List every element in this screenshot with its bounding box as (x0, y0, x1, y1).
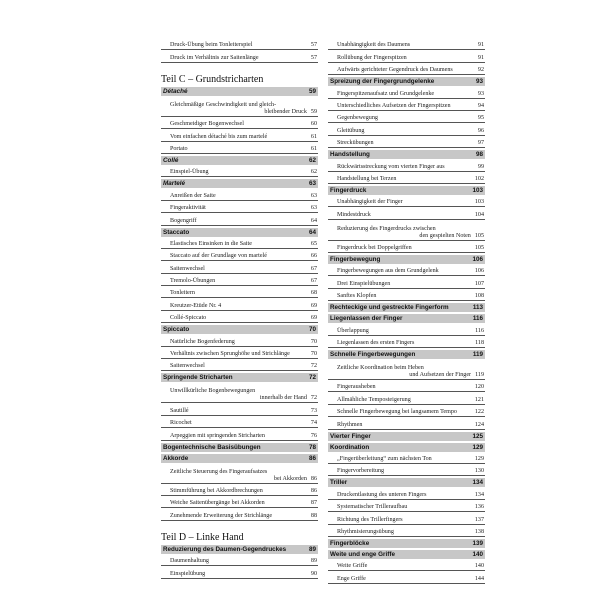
toc-entry[interactable] (161, 554, 318, 566)
page-number: 92 (477, 67, 484, 74)
page-number: 87 (310, 500, 317, 507)
page-number: 69 (310, 315, 317, 322)
section-title: Liegenlassen der Finger (330, 315, 403, 323)
entry-title (337, 365, 471, 379)
toc-entry[interactable] (161, 38, 318, 50)
toc-entry[interactable] (161, 261, 318, 273)
entry-title: Tremolo-Übungen (170, 278, 216, 285)
page-number: 134 (474, 491, 484, 498)
toc-entry[interactable] (161, 286, 318, 298)
toc-entry[interactable] (161, 463, 318, 484)
page-number: 62 (308, 156, 316, 164)
page-number: 91 (477, 54, 484, 61)
section-title: Vierter Finger (330, 432, 371, 440)
page-number: 86 (308, 454, 316, 462)
section-heading[interactable] (161, 325, 318, 334)
entry-title: Aufwärts gerichteter Gegendruck des Daumens (337, 67, 453, 74)
entry-title: Rhythmen (337, 421, 363, 428)
page-number: 67 (310, 265, 317, 272)
entry-title-line1: Zeitliche Steuerung des Fingeraufsatzes (170, 468, 268, 475)
page-number: 73 (310, 407, 317, 414)
entry-title: Fingerspitzenaufsatz und Grundgelenke (337, 90, 435, 97)
page-number: 103 (472, 186, 483, 194)
entry-title: Fingerdruck bei Doppelgriffen (337, 245, 412, 252)
page-number: 63 (310, 192, 317, 199)
toc-entry[interactable] (161, 382, 318, 403)
toc-entry[interactable] (328, 336, 485, 348)
page-number: 96 (477, 127, 484, 134)
entry-title: Daumenhaltung (170, 558, 209, 565)
page-number: 62 (310, 169, 317, 176)
page-number: 140 (472, 550, 483, 558)
entry-title: Mindestdruck (337, 211, 371, 218)
entry-title: Saitenwechsel (170, 363, 205, 370)
toc-entry[interactable] (328, 571, 485, 583)
entry-title: Fingerausheben (337, 384, 376, 391)
page-number: 129 (474, 455, 484, 462)
toc-entry[interactable] (328, 452, 485, 464)
page-number: 124 (474, 421, 484, 428)
page-number: 119 (475, 372, 484, 379)
page-number: 105 (474, 232, 484, 239)
toc-entry[interactable] (161, 416, 318, 428)
entry-title: Unabhängigkeit des Daumens (337, 42, 411, 49)
toc-entry[interactable] (328, 276, 485, 288)
section-heading[interactable] (328, 303, 485, 312)
page-number: 76 (310, 432, 317, 439)
section-heading[interactable] (328, 77, 485, 86)
entry-title: Geschmeidiger Bogenwechsel (170, 121, 244, 128)
section-heading[interactable] (328, 478, 485, 487)
toc-entry[interactable] (328, 241, 485, 253)
toc-entry[interactable] (161, 50, 318, 62)
toc-entry[interactable] (328, 50, 485, 62)
section-heading[interactable] (328, 186, 485, 195)
page-number: 121 (474, 396, 484, 403)
section-title: Akkorde (163, 454, 189, 462)
toc-entry[interactable] (328, 500, 485, 512)
entry-title-line2: bei Akkorden (273, 475, 307, 482)
page-number: 113 (472, 304, 483, 312)
entry-title: Portato (170, 145, 188, 152)
toc-entry[interactable] (328, 464, 485, 476)
entry-title: Druck im Verhältnis zur Saitenlänge (170, 54, 259, 61)
toc-entry[interactable] (328, 63, 485, 75)
toc-entry[interactable] (161, 249, 318, 261)
toc-entry[interactable] (161, 96, 318, 117)
toc-entry[interactable] (328, 405, 485, 417)
section-heading[interactable] (161, 454, 318, 463)
entry-title: Arpeggien mit springenden Stricharten (170, 432, 265, 439)
page-number: 140 (474, 563, 484, 570)
section-title: Reduzierung des Daumen-Gegendruckes (163, 545, 287, 553)
entry-title: Collé-Spiccato (170, 315, 207, 322)
entry-title (170, 102, 307, 116)
section-heading[interactable] (161, 443, 318, 452)
page-number: 134 (472, 479, 483, 487)
entry-title: Zunehmende Erweiterung der Strichlänge (170, 512, 273, 519)
page-number: 63 (308, 180, 316, 188)
entry-title: Ricochet (170, 420, 192, 427)
page-number: 89 (310, 558, 317, 565)
toc-entry[interactable] (328, 323, 485, 335)
page-number: 70 (310, 338, 317, 345)
toc-entry[interactable] (328, 359, 485, 380)
section-title: Fingerdruck (330, 186, 367, 194)
section-heading[interactable] (328, 550, 485, 559)
page-number: 70 (308, 326, 316, 334)
entry-title: Rollübung der Fingerspitzen (337, 54, 407, 61)
section-heading[interactable] (161, 179, 318, 188)
entry-title: Sautillé (170, 407, 189, 414)
entry-title: Rückwärtsstreckung vom vierten Finger aus (337, 163, 445, 170)
entry-title: Rhythmisierungsübung (337, 528, 394, 535)
section-heading[interactable] (328, 255, 485, 264)
toc-entry[interactable] (161, 508, 318, 520)
entry-title: Druckentlastung des unteren Fingers (337, 491, 427, 498)
page-number: 61 (310, 145, 317, 152)
page-number: 136 (474, 504, 484, 511)
page-number: 119 (472, 351, 483, 359)
page-number: 72 (310, 363, 317, 370)
toc-entry[interactable] (161, 142, 318, 154)
page-number: 116 (472, 315, 483, 323)
entry-title: „Fingerüberleitung“ zum nächsten Ton (337, 455, 432, 462)
toc-entry[interactable] (328, 159, 485, 171)
entry-title (337, 226, 471, 240)
section-heading[interactable] (328, 350, 485, 359)
section-title: Rechteckige und gestreckte Fingerform (330, 304, 449, 312)
entry-title: Sanftes Klopfen (337, 293, 377, 300)
toc-entry[interactable] (161, 213, 318, 225)
toc-entry[interactable] (161, 129, 318, 141)
page-number: 68 (310, 290, 317, 297)
entry-title: Saitenwechsel (170, 265, 205, 272)
section-title: Spreizung der Fingergrundgelenke (330, 78, 435, 86)
toc-column-left (161, 38, 318, 579)
page-number: 59 (308, 87, 316, 95)
toc-entry[interactable] (161, 165, 318, 177)
entry-title: Drei Einspielübungen (337, 280, 391, 287)
page-number: 59 (310, 108, 317, 115)
entry-title: Bogengriff (170, 217, 197, 224)
page-number: 63 (310, 205, 317, 212)
section-title: Weite und enge Griffe (330, 550, 395, 558)
page-number: 93 (477, 90, 484, 97)
entry-title: Weite Griffe (337, 563, 368, 570)
entry-title: Fingervorbereitung (337, 468, 385, 475)
toc-entry[interactable] (328, 220, 485, 241)
section-title: Springende Stricharten (163, 374, 233, 382)
page-number: 104 (474, 211, 484, 218)
toc-entry[interactable] (161, 347, 318, 359)
page-number: 66 (310, 253, 317, 260)
toc-entry[interactable] (161, 359, 318, 371)
toc-entry[interactable] (161, 201, 318, 213)
page-number: 89 (308, 545, 316, 553)
toc-entry[interactable] (328, 417, 485, 429)
entry-title: Weiche Saitenübergänge bei Akkorden (170, 500, 265, 507)
section-title: Spiccato (163, 326, 190, 334)
page-number: 78 (308, 443, 316, 451)
entry-title: Natürliche Bogenfederung (170, 338, 235, 345)
page-number: 137 (474, 516, 484, 523)
section-title: Fingerbewegung (330, 256, 381, 264)
entry-title-line2: den gespielten Noten (419, 232, 471, 239)
entry-title-line1: Unwillkürliche Bogenbewegungen (170, 388, 256, 395)
section-heading[interactable] (328, 539, 485, 548)
section-heading[interactable] (328, 432, 485, 441)
section-heading[interactable] (328, 443, 485, 452)
toc-column-right (328, 38, 485, 584)
page-number: 99 (477, 163, 484, 170)
toc-entry[interactable] (328, 487, 485, 499)
entry-title: Einspielübung (170, 570, 206, 577)
page-number: 69 (310, 302, 317, 309)
toc-entry[interactable] (328, 123, 485, 135)
page-number: 116 (475, 327, 484, 334)
toc-entry[interactable] (328, 264, 485, 276)
page-number: 57 (310, 42, 317, 49)
entry-title: Handstellung bei Terzen (337, 175, 397, 182)
toc-entry[interactable] (328, 392, 485, 404)
entry-title: Fingerbewegungen aus dem Grundgelenk (337, 268, 439, 275)
section-heading[interactable] (161, 373, 318, 382)
toc-entry[interactable] (161, 274, 318, 286)
section-heading[interactable] (328, 314, 485, 323)
toc-entry[interactable] (161, 117, 318, 129)
toc-entry[interactable] (161, 403, 318, 415)
toc-entry[interactable] (161, 484, 318, 496)
page-number: 61 (310, 133, 317, 140)
page-number: 65 (310, 240, 317, 247)
entry-title: Liegenlassen des ersten Fingers (337, 340, 415, 347)
section-heading[interactable] (328, 150, 485, 159)
entry-title: Fingeraktivität (170, 205, 206, 212)
entry-title: Streckübungen (337, 140, 374, 147)
toc-entry[interactable] (161, 496, 318, 508)
section-title: Collé (163, 156, 179, 164)
entry-title: Elastisches Einsinken in die Saite (170, 240, 252, 247)
page-number: 97 (477, 140, 484, 147)
page-number: 64 (308, 228, 316, 236)
entry-title (170, 388, 307, 402)
section-title: Bogentechnische Basisübungen (163, 443, 261, 451)
page-number: 107 (474, 280, 484, 287)
entry-title: Allmähliche Temposteigerung (337, 396, 411, 403)
section-title: Martelé (163, 180, 186, 188)
toc-entry[interactable] (161, 237, 318, 249)
entry-title: Unterschiedliches Aufsetzen der Fingerspitzen (337, 102, 451, 109)
section-title: Schnelle Fingerbewegungen (330, 351, 416, 359)
entry-title: Gleitübung (337, 127, 365, 134)
toc-entry[interactable] (328, 380, 485, 392)
page-number: 129 (472, 443, 483, 451)
entry-title: Einspiel-Übung (170, 169, 209, 176)
entry-title: Enge Griffe (337, 575, 366, 582)
page-number: 70 (310, 351, 317, 358)
entry-title-line1: Zeitliche Koordination beim Heben (337, 365, 424, 372)
page-number: 139 (472, 539, 483, 547)
page-number: 103 (474, 199, 484, 206)
toc-entry[interactable] (161, 334, 318, 346)
toc-entry[interactable] (328, 207, 485, 219)
page-number: 95 (477, 115, 484, 122)
entry-title-line2: bleibender Druck (264, 108, 307, 115)
entry-title-line1: Gleichmäßige Geschwindigkeit und gleich- (170, 101, 277, 108)
page-number: 105 (474, 245, 484, 252)
toc-entry[interactable] (161, 428, 318, 440)
page-number: 144 (474, 575, 484, 582)
entry-title: Richtung des Trillerfingers (337, 516, 403, 523)
section-heading[interactable] (161, 228, 318, 237)
page-number: 138 (474, 528, 484, 535)
page-number: 57 (310, 54, 317, 61)
page-number: 72 (308, 374, 316, 382)
section-heading[interactable] (161, 545, 318, 554)
page-number: 94 (477, 102, 484, 109)
entry-title: Unabhängigkeit der Finger (337, 199, 403, 206)
page-number: 106 (472, 256, 483, 264)
toc-entry[interactable] (328, 136, 485, 148)
entry-title-line2: innerhalb der Hand (259, 395, 307, 402)
section-heading[interactable] (161, 156, 318, 165)
page-number: 60 (310, 121, 317, 128)
toc-entry[interactable] (328, 289, 485, 301)
part-heading: Teil D – Linke Hand (161, 531, 244, 543)
entry-title: Überlappung (337, 327, 369, 334)
page-number: 98 (475, 151, 483, 159)
entry-title: Druck-Übung beim Tonleiterspiel (170, 42, 253, 49)
page-number: 67 (310, 278, 317, 285)
section-title: Staccato (163, 228, 190, 236)
toc-entry[interactable] (328, 525, 485, 537)
section-title: Détaché (163, 87, 188, 95)
section-title: Koordination (330, 443, 370, 451)
entry-title: Staccato auf der Grundlage von martelé (170, 253, 267, 260)
page-number: 120 (474, 384, 484, 391)
toc-entry[interactable] (161, 298, 318, 310)
entry-title (170, 469, 307, 483)
entry-title: Schnelle Fingerbewegung bei langsamem Tempo (337, 409, 457, 416)
entry-title: Kreutzer-Etüde Nr. 4 (170, 302, 222, 309)
toc-entry[interactable] (328, 99, 485, 111)
toc-entry[interactable] (328, 559, 485, 571)
page-number: 86 (310, 475, 317, 482)
entry-title-line2: und Aufsetzen der Finger (409, 372, 472, 379)
page-number: 102 (474, 175, 484, 182)
page-number: 118 (475, 340, 484, 347)
section-title: Handstellung (330, 151, 370, 159)
part-heading: Teil C – Grundstricharten (161, 73, 264, 85)
section-title: Triller (330, 479, 348, 487)
page-number: 125 (472, 432, 483, 440)
toc-entry[interactable] (161, 188, 318, 200)
entry-title: Tonleitern (170, 290, 195, 297)
toc-entry[interactable] (161, 566, 318, 578)
entry-title: Verhältnis zwischen Sprunghöhe und Strichlänge (170, 351, 290, 358)
page-number: 64 (310, 217, 317, 224)
entry-title: Anreißen der Saite (170, 192, 216, 199)
page-number: 74 (310, 420, 317, 427)
page-number: 106 (474, 268, 484, 275)
page-number: 93 (475, 78, 483, 86)
toc-entry[interactable] (328, 86, 485, 98)
toc-entry[interactable] (328, 111, 485, 123)
page-number: 88 (310, 512, 317, 519)
entry-title: Gegenbewegung (337, 115, 378, 122)
toc-entry[interactable] (328, 195, 485, 207)
page-number: 91 (477, 42, 484, 49)
toc-entry[interactable] (328, 512, 485, 524)
page-number: 130 (474, 468, 484, 475)
page-number: 72 (310, 395, 317, 402)
entry-title-line1: Reduzierung des Fingerdrucks zwischen (337, 225, 436, 232)
page-number: 108 (474, 293, 484, 300)
toc-entry[interactable] (161, 311, 318, 323)
page-number: 86 (310, 487, 317, 494)
page-number: 122 (474, 409, 484, 416)
entry-title: Stimmführung bei Akkordbrechungen (170, 487, 263, 494)
section-heading[interactable] (161, 87, 318, 96)
entry-title: Vom einfachen détaché bis zum martelé (170, 133, 268, 140)
toc-entry[interactable] (328, 38, 485, 50)
toc-entry[interactable] (328, 172, 485, 184)
entry-title: Systematischer Trilleraufbau (337, 504, 408, 511)
page-number: 90 (310, 570, 317, 577)
section-title: Fingerblöcke (330, 539, 370, 547)
